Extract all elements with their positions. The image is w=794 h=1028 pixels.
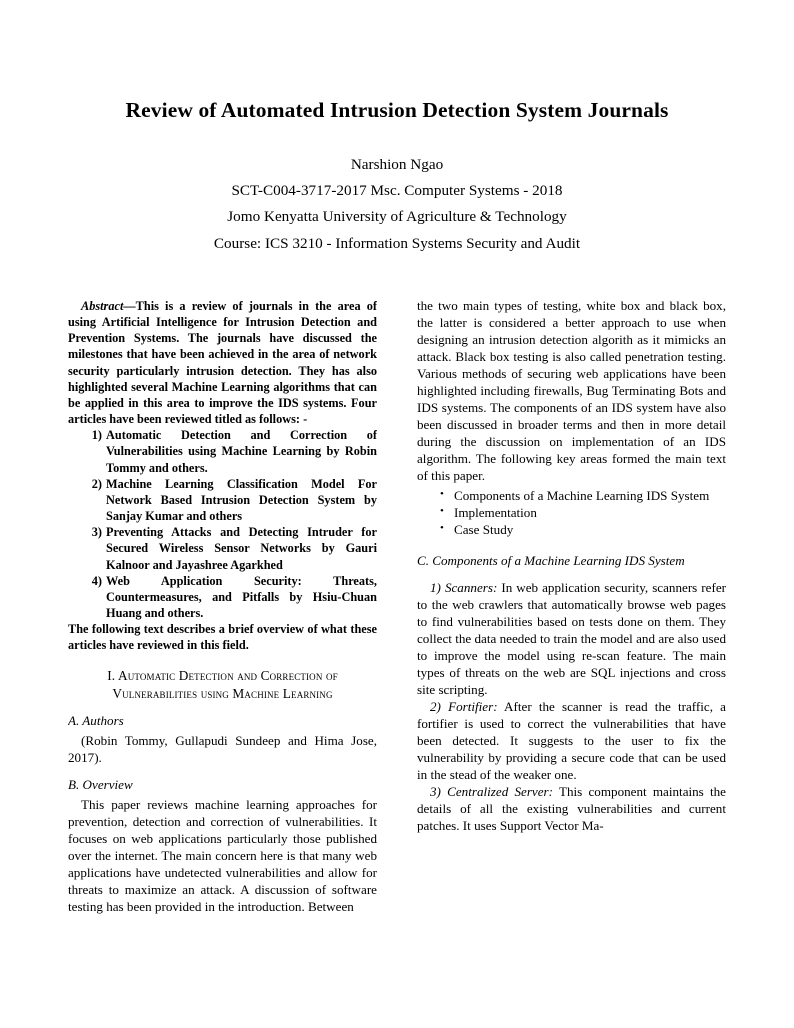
item-1-label: Scanners: <box>444 580 498 596</box>
list-item: • Components of a Machine Learning IDS System <box>454 488 726 505</box>
page-title: Review of Automated Intrusion Detection System Journals <box>125 98 669 122</box>
item-3-number: 3) <box>430 783 441 799</box>
item-1-text: In web application security, scanners refer to the web crawlers that automatically browse web pages to find vulnerabilities based on tests done on them. They collect the data needed to train the model and are also used to improve the model using re-scan feature. The main types of threats on the web are SQL injections and cross site scripting. <box>417 580 726 698</box>
item-2-text: After the scanner is read the traffic, a fortifier is used to correct the vulnerabilities that have been detected. It suggests to the user to fix the vulnerability by providing a secure code that can be used in the stead of the weaker one. <box>417 699 726 782</box>
title-block <box>0 0 794 257</box>
item-3-text: This component maintains the details of all the existing vulnerabilities and current patches. It uses Support Vector Ma- <box>417 783 726 833</box>
item-2-number: 2) <box>430 699 441 715</box>
subsection-a-body: (Robin Tommy, Gullapudi Sundeep and Hima Jose, 2017). <box>68 733 377 765</box>
author-course: Course: ICS 3210 - Information Systems Security and Audit <box>213 234 581 252</box>
author-institution: Jomo Kenyatta University of Agriculture & Technology <box>227 208 567 226</box>
subsection-c-item-3 <box>417 784 726 835</box>
abstract-paragraph <box>68 298 377 427</box>
right-column <box>417 298 726 998</box>
abstract-label: Abstract— <box>81 299 136 313</box>
subsection-heading-b: B. Overview <box>68 776 133 792</box>
item-1-number: 1) <box>430 580 441 596</box>
subsection-c-item-1 <box>417 580 726 699</box>
body-columns <box>68 298 726 998</box>
list-item: • Case Study <box>454 522 726 539</box>
list-item: Web Application Security: Threats, Countermeasures, and Pitfalls by Hsiu-Chuan Huang and others. <box>106 573 377 620</box>
list-item: • Implementation <box>454 505 726 522</box>
abstract-text: This is a review of journals in the area of using Artificial Intelligence for Intrusion Detection and Prevention Systems. The journals have discussed the milestones that have been achieved in the area of network security particularly intrusion detection. They has also highlighted several Machine Learning algorithms that can be applied in this area to improve the IDS systems. Four articles have been reviewed titled as follows: - <box>68 299 377 427</box>
section-heading-1: I. Automatic Detection and Correction of Vulnerabilities using Machine Learning <box>107 668 338 701</box>
list-item: Preventing Attacks and Detecting Intruder for Secured Wireless Sensor Networks by Gauri Kalnoor and Jayashree Agarkhed <box>106 525 377 572</box>
author-block <box>108 152 686 257</box>
subsection-c-item-2 <box>417 699 726 784</box>
left-column <box>68 298 377 998</box>
subsection-heading-c: C. Components of a Machine Learning IDS System <box>417 553 685 569</box>
key-areas-list <box>417 488 726 539</box>
list-item: Automatic Detection and Correction of Vulnerabilities using Machine Learning by Robin Tommy and others. <box>106 428 377 475</box>
author-name: Narshion Ngao <box>350 156 444 174</box>
abstract-article-list <box>68 427 377 621</box>
item-3-label: Centralized Server: <box>447 783 553 799</box>
subsection-heading-a: A. Authors <box>68 713 124 728</box>
list-item: Machine Learning Classification Model For Network Based Intrusion Detection System by Sanjay Kumar and others <box>106 476 377 524</box>
author-registration: SCT-C004-3717-2017 Msc. Computer Systems - 2018 <box>231 182 563 200</box>
subsection-b-body: This paper reviews machine learning approaches for prevention, detection and correction of vulnerabilities. It focuses on web applications particularly those published over the internet. The main concern here is that many web applications have undetected vulnerabilities and allow for threats to maximize an attack. A discussion of software testing has been provided in the introduction. Between <box>68 796 377 914</box>
abstract-closing: The following text describes a brief overview of what these articles have reviewed in this field. <box>68 622 377 653</box>
item-2-label: Fortifier: <box>448 699 498 715</box>
continuation-paragraph: the two main types of testing, white box and black box, the latter is considered a better approach to use when designing an intrusion detection algorith as it mimicks an attack. Black box testing is also called penetration testing. Various methods of securing web applications have been highlighted including firewalls, Bug Terminating Bots and IDS systems. The components of an IDS system have also been discussed in broader terms and then in more detail during the discussion on implementation of an IDS algorithm. The following key areas formed the main text of this paper. <box>417 298 726 483</box>
